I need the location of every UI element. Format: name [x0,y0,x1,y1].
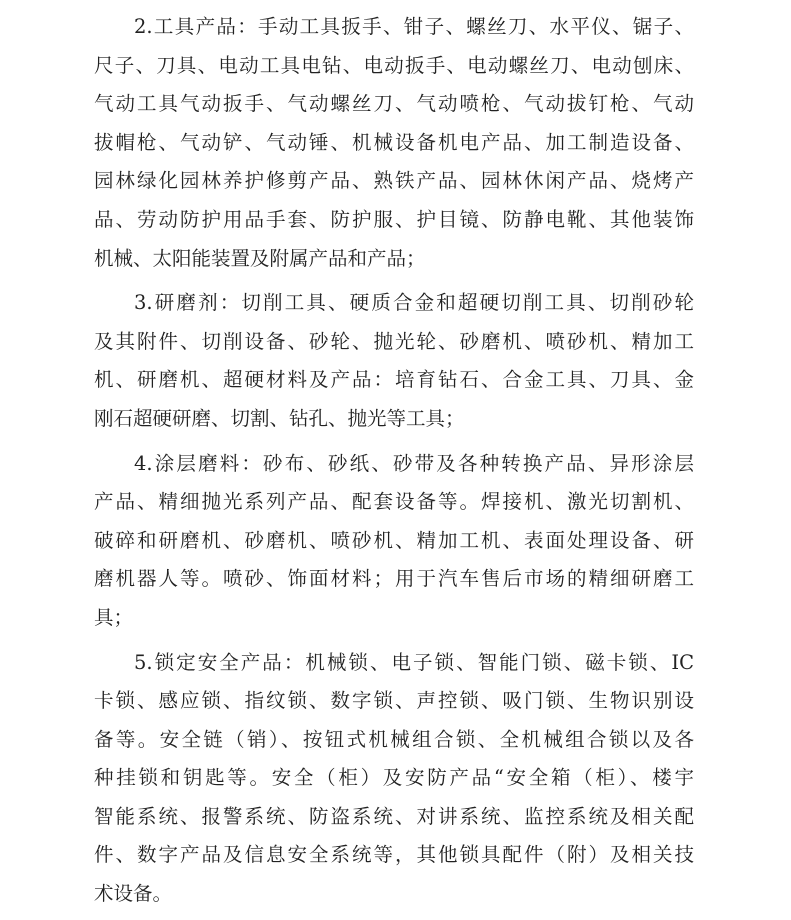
text-line: 4.涂层磨料：砂布、砂纸、砂带及各种转换产品、异形涂层 [134,451,694,475]
text-line: 机械、太阳能装置及附属产品和产品； [94,246,426,270]
text-line: 具； [94,605,134,629]
text-line: 破碎和研磨机、砂磨机、喷砂机、精加工机、表面处理设备、研 [94,528,694,552]
text-line: 2.工具产品：手动工具扳手、钳子、螺丝刀、水平仪、锯子、 [134,15,694,38]
paragraph-abrasives [94,284,694,438]
text-line: 件、数字产品及信息安全系统等，其他锁具配件（附）及相关技 [94,843,694,867]
text-line: 卡锁、感应锁、指纹锁、数字锁、声控锁、吸门锁、生物识别设 [94,689,694,713]
text-line: 种挂锁和钥匙等。安全（柜）及安防产品“安全箱（柜）、楼宇 [94,766,694,790]
text-line: 拔帽枪、气动铲、气动锤、机械设备机电产品、加工制造设备、 [94,130,694,154]
text-line: 智能系统、报警系统、防盗系统、对讲系统、监控系统及相关配 [94,804,694,828]
paragraph-security-products [94,644,694,914]
text-line: 刚石超硬研磨、切割、钻孔、抛光等工具； [94,406,465,430]
paragraph-tool-products [94,8,694,278]
text-line: 术设备。 [94,882,173,906]
text-line: 尺子、刀具、电动工具电钻、电动扳手、电动螺丝刀、电动刨床、 [94,53,694,77]
text-line: 气动工具气动扳手、气动螺丝刀、气动喷枪、气动拔钉枪、气动 [94,92,694,116]
text-line: 备等。安全链（销）、按钮式机械组合锁、全机械组合锁以及各 [94,727,694,751]
text-line: 产品、精细抛光系列产品、配套设备等。焊接机、激光切割机、 [94,490,694,514]
text-line: 5.锁定安全产品：机械锁、电子锁、智能门锁、磁卡锁、IC [134,650,694,674]
text-line: 及其附件、切削设备、砂轮、抛光轮、砂磨机、喷砂机、精加工 [94,329,694,353]
text-line: 磨机器人等。喷砂、饰面材料；用于汽车售后市场的精细研磨工 [94,567,694,591]
document-body [94,8,694,920]
text-line: 机、研磨机、超硬材料及产品：培育钻石、合金工具、刀具、金 [94,368,694,392]
text-line: 3.研磨剂：切削工具、硬质合金和超硬切削工具、切削砂轮 [134,291,694,315]
paragraph-coated-abrasives [94,445,694,638]
text-line: 园林绿化园林养护修剪产品、熟铁产品、园林休闲产品、烧烤产 [94,169,694,193]
text-line: 品、劳动防护用品手套、防护服、护目镜、防静电靴、其他装饰 [94,207,694,231]
